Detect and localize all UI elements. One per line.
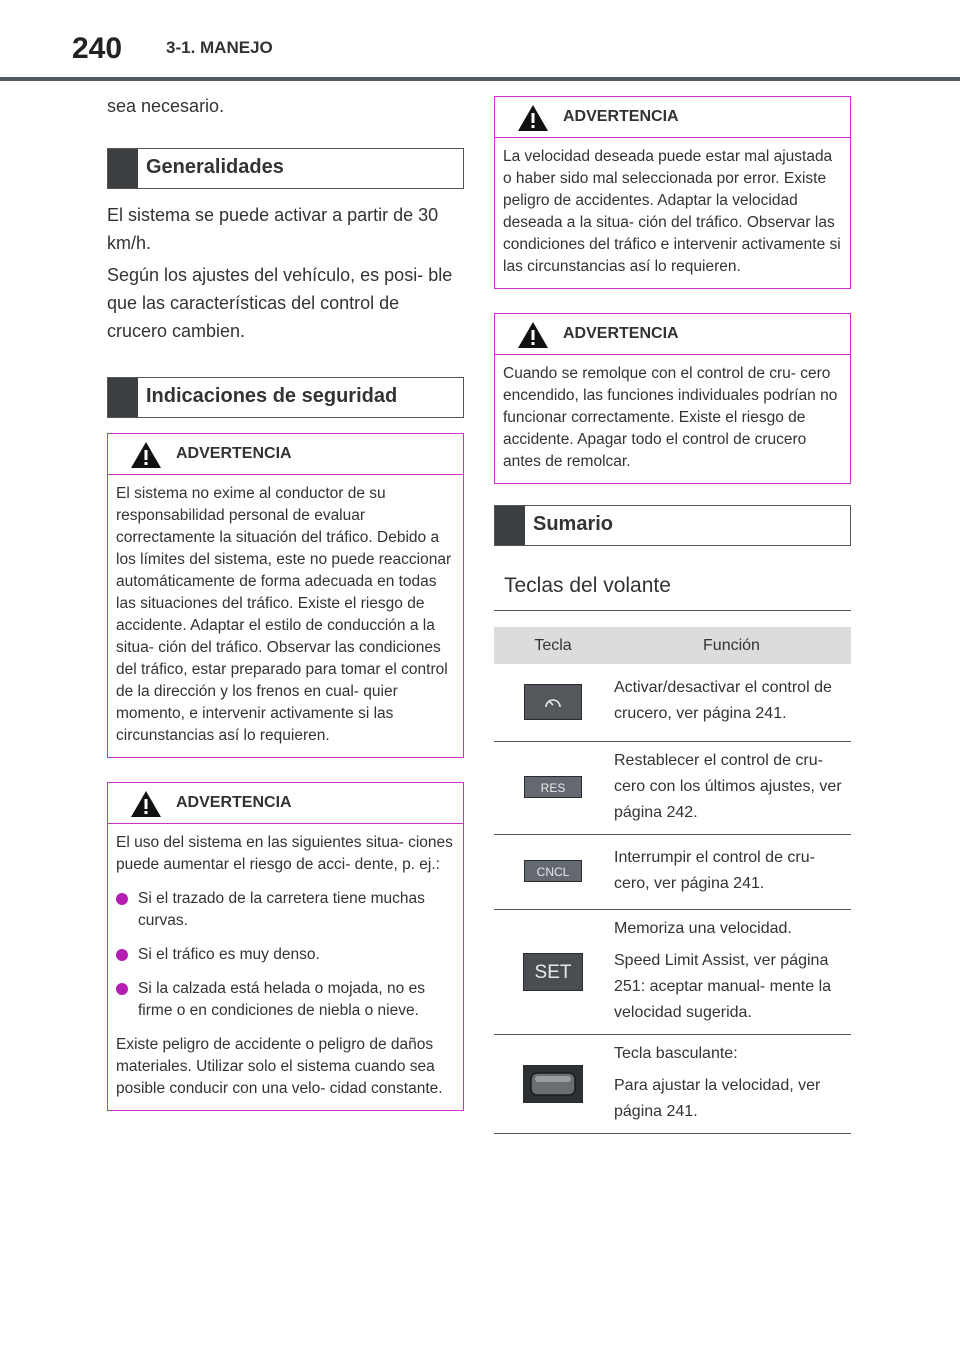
generalidades-p1: El sistema se puede activar a partir de 30 km/h. [107, 205, 439, 253]
res-key: RES [524, 776, 582, 798]
heading-generalidades [107, 148, 464, 189]
warning-intro: El uso del sistema en las siguientes situa- ciones puede aumentar el riesgo de acci- dente, p. ej.: [116, 834, 453, 873]
list-item-text: Si el tráfico es muy denso. [138, 946, 320, 963]
warning-label: ADVERTENCIA [563, 325, 679, 342]
section-title: 3-1. MANEJO [166, 38, 273, 57]
table-row [494, 1034, 851, 1133]
warning-box-3 [494, 96, 851, 289]
warning-header [108, 434, 463, 475]
heading-text: Indicaciones de seguridad [146, 385, 398, 407]
column-header-function: Función [612, 627, 851, 664]
function-text: Speed Limit Assist, ver página 251: aceptar manual- mente la velocidad sugerida. [614, 951, 832, 1021]
warning-triangle-icon [130, 790, 162, 818]
speedometer-icon [542, 693, 564, 715]
bullet-icon [116, 983, 128, 995]
warning-box-2 [107, 782, 464, 1111]
heading-text: Generalidades [146, 156, 284, 178]
list-item [116, 944, 455, 966]
header-rule [0, 77, 960, 81]
key-cell [494, 1034, 612, 1133]
warning-box-1 [107, 433, 464, 758]
warning-triangle-icon [517, 104, 549, 132]
function-cell [612, 741, 851, 834]
table-row [494, 834, 851, 909]
warning-text: El sistema no exime al conductor de su responsabilidad personal de evaluar correctamente la situación del tráfico. Debido a los límites del sistema, este no puede reaccionar automáticamente de forma adecuada en todas las situaciones del tráfico. Existe el riesgo de accidente. Adaptar el estilo de conducción a la situa- ción del tráfico. Observar las condiciones del tráfico, estar preparado para tomar el control de la dirección y los frenos en cual- quier momento, e intervenir activamente si las circunstancias así lo requieren. [116, 485, 452, 744]
warning-label: ADVERTENCIA [176, 445, 292, 462]
key-cell [494, 909, 612, 1034]
heading-seguridad [107, 377, 464, 418]
warning-header [495, 97, 850, 138]
set-key: SET [523, 953, 583, 991]
table-row [494, 741, 851, 834]
rocker-switch-icon [529, 1070, 577, 1098]
warning-triangle-icon [130, 441, 162, 469]
function-cell [612, 834, 851, 909]
warning-triangle-icon [517, 321, 549, 349]
function-cell [612, 1034, 851, 1133]
keys-table [494, 627, 851, 1134]
cruise-toggle-key [524, 684, 582, 720]
heading-bar [108, 149, 138, 188]
warning-label: ADVERTENCIA [176, 794, 292, 811]
warning-box-4 [494, 313, 851, 484]
function-cell [612, 664, 851, 741]
warning-outro: Existe peligro de accidente o peligro de daños materiales. Utilizar solo el sistema cuando sea posible conducir con una velo- cidad constante. [116, 1036, 443, 1097]
left-column [107, 92, 464, 1111]
list-item [116, 978, 455, 1022]
subheading-teclas: Teclas del volante [494, 556, 851, 611]
cncl-key: CNCL [524, 860, 582, 882]
warning-body [108, 824, 463, 1110]
table-row [494, 909, 851, 1034]
warning-text: La velocidad deseada puede estar mal ajustada o haber sido mal seleccionada por error. Existe peligro de accidentes. Adaptar la velocidad deseada a la situa- ción del tráfico. Observar las condiciones del tráfico e intervenir activamente si las circunstancias así lo requieren. [503, 148, 841, 275]
function-text: Memoriza una velocidad. [614, 919, 792, 937]
intro-text: sea necesario. [107, 96, 225, 116]
bullet-icon [116, 949, 128, 961]
table-header-row [494, 627, 851, 664]
list-item-text: Si la calzada está helada o mojada, no es firme o en condiciones de niebla o nieve. [138, 980, 425, 1019]
function-text: Tecla basculante: [614, 1044, 738, 1062]
warning-text: Cuando se remolque con el control de cru- cero encendido, las funciones individuales podrían no funcionar correctamente. Existe el riesgo de accidente. Apagar todo el control de crucero antes de remolcar. [503, 365, 838, 470]
heading-sumario [494, 505, 851, 546]
generalidades-p2: Según los ajustes del vehículo, es posi- ble que las características del control de crucero cambien. [107, 265, 453, 341]
list-item [116, 888, 455, 932]
warning-header [108, 783, 463, 824]
right-column [494, 96, 851, 1134]
function-text: Activar/desactivar el control de crucero, ver página 241. [614, 679, 832, 723]
warning-label: ADVERTENCIA [563, 108, 679, 125]
key-cell [494, 741, 612, 834]
warning-header [495, 314, 850, 355]
heading-bar [108, 378, 138, 417]
table-row [494, 664, 851, 741]
heading-text: Sumario [533, 513, 614, 535]
function-text: Interrumpir el control de cru- cero, ver página 241. [614, 848, 815, 892]
function-text: Para ajustar la velocidad, ver página 241. [614, 1076, 821, 1120]
list-item-text: Si el trazado de la carretera tiene muchas curvas. [138, 890, 425, 929]
column-header-key: Tecla [494, 627, 612, 664]
key-cell [494, 834, 612, 909]
page-number: 240 [72, 32, 123, 65]
rocker-key [523, 1065, 583, 1103]
page-header [0, 0, 960, 80]
heading-bar [495, 506, 525, 545]
bullet-icon [116, 893, 128, 905]
function-text: Restablecer el control de cru- cero con los últimos ajustes, ver página 242. [614, 751, 842, 821]
function-cell [612, 909, 851, 1034]
key-cell [494, 664, 612, 741]
